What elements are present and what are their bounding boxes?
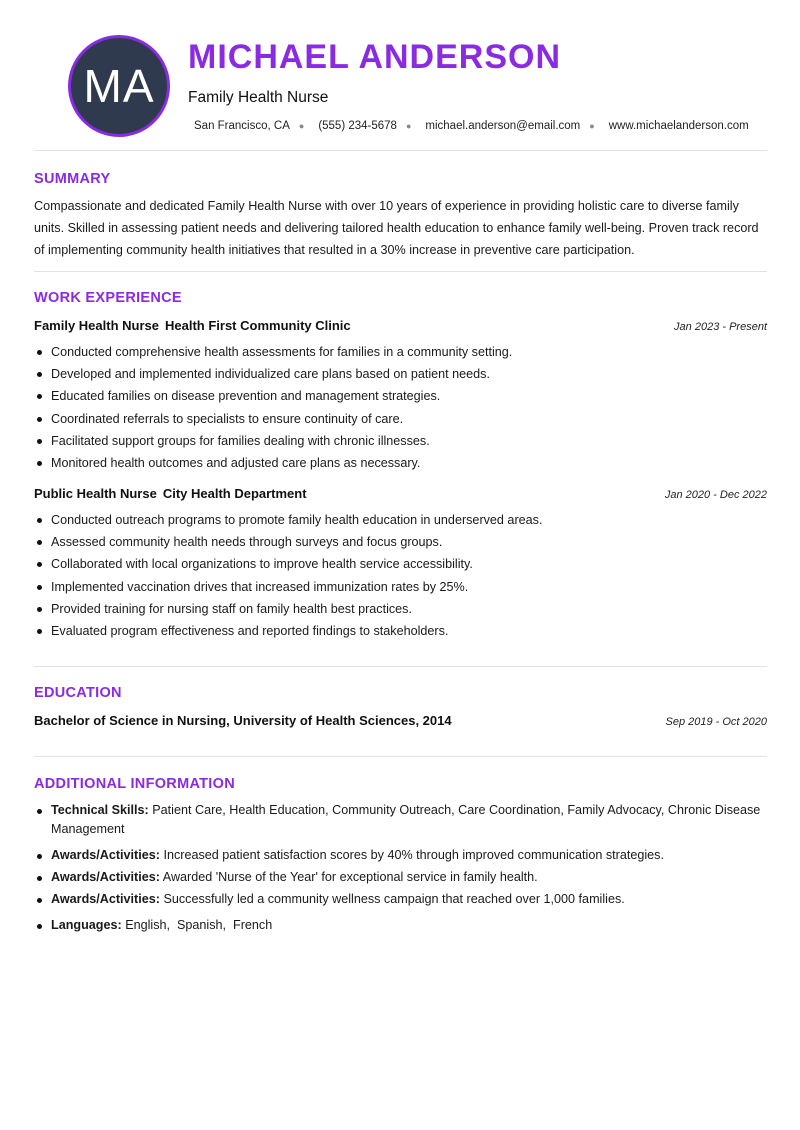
summary-heading: SUMMARY <box>34 171 111 187</box>
list-item <box>34 916 769 935</box>
list-item <box>34 868 769 887</box>
education-dates: Sep 2019 - Oct 2020 <box>665 716 767 728</box>
summary-text: Compassionate and dedicated Family Health Nurse with over 10 years of experience in providing holistic care to diverse family units. Skilled in assessing patient needs and delivering tailored health education to enhance family well-being. Proven track record of implementing community health initiatives that resulted in a 30% increase in preventive care participation. <box>34 199 759 257</box>
education-heading: EDUCATION <box>34 685 122 701</box>
list-item: Conducted outreach programs to promote family health education in underserved areas. <box>34 509 769 531</box>
item-label: Awards/Activities: <box>51 870 160 884</box>
job-position: Public Health Nurse <box>34 486 157 501</box>
contact-website[interactable]: www.michaelanderson.com <box>608 120 749 132</box>
item-text: Increased patient satisfaction scores by 40% through improved communication strategies. <box>163 848 664 862</box>
contact-email[interactable]: michael.anderson@email.com <box>425 120 581 132</box>
list-item: Collaborated with local organizations to improve health service accessibility. <box>34 553 769 575</box>
list-item <box>34 890 769 909</box>
list-item <box>34 846 769 865</box>
divider <box>34 666 767 667</box>
candidate-role: Family Health Nurse <box>188 89 329 106</box>
resume-header <box>34 0 767 150</box>
item-label: Awards/Activities: <box>51 892 160 906</box>
bullet-separator-icon: ● <box>298 121 305 131</box>
education-degree: Bachelor of Science in Nursing, University of Health Sciences, 2014 <box>34 713 452 728</box>
contact-location: San Francisco, CA <box>194 120 290 132</box>
job-dates: Jan 2023 - Present <box>674 321 767 333</box>
additional-heading: ADDITIONAL INFORMATION <box>34 776 235 792</box>
bullet-separator-icon: ● <box>405 121 412 131</box>
job-dates: Jan 2020 - Dec 2022 <box>664 489 767 501</box>
job-header <box>34 318 767 333</box>
avatar-initials: MA <box>83 60 155 112</box>
list-item: Coordinated referrals to specialists to ensure continuity of care. <box>34 408 769 430</box>
job-title <box>34 486 307 501</box>
experience-heading: WORK EXPERIENCE <box>34 290 182 306</box>
item-text: Awarded 'Nurse of the Year' for exceptional service in family health. <box>162 870 538 884</box>
job-position: Family Health Nurse <box>34 318 159 333</box>
item-text: English, Spanish, French <box>125 918 273 932</box>
list-item <box>34 801 769 839</box>
list-item: Developed and implemented individualized care plans based on patient needs. <box>34 363 769 385</box>
list-item: Evaluated program effectiveness and reported findings to stakeholders. <box>34 620 769 642</box>
divider <box>34 271 767 272</box>
list-item: Facilitated support groups for families dealing with chronic illnesses. <box>34 430 769 452</box>
avatar <box>68 35 170 137</box>
job-organization: Health First Community Clinic <box>165 318 351 333</box>
item-text: Successfully led a community wellness campaign that reached over 1,000 families. <box>163 892 625 906</box>
item-label: Technical Skills: <box>51 803 149 817</box>
list-item: Provided training for nursing staff on family health best practices. <box>34 598 769 620</box>
item-label: Awards/Activities: <box>51 848 160 862</box>
item-label: Languages: <box>51 918 122 932</box>
education-entry <box>34 713 767 728</box>
item-text: Patient Care, Health Education, Community Outreach, Care Coordination, Family Advocacy, Chronic Disease Management <box>51 803 761 836</box>
contact-info <box>194 120 749 132</box>
list-item: Conducted comprehensive health assessments for families in a community setting. <box>34 341 769 363</box>
job-header <box>34 486 767 501</box>
divider <box>34 150 767 151</box>
contact-phone: (555) 234-5678 <box>318 120 397 132</box>
list-item: Implemented vaccination drives that increased immunization rates by 25%. <box>34 576 769 598</box>
job-organization: City Health Department <box>162 486 307 501</box>
bullet-separator-icon: ● <box>589 121 595 131</box>
list-item: Monitored health outcomes and adjusted care plans as necessary. <box>34 452 769 474</box>
additional-list <box>34 801 769 942</box>
list-item: Educated families on disease prevention and management strategies. <box>34 385 769 407</box>
divider <box>34 756 767 757</box>
job-bullets <box>34 509 769 642</box>
job-title <box>34 318 351 333</box>
list-item: Assessed community health needs through surveys and focus groups. <box>34 531 769 553</box>
candidate-name: MICHAEL ANDERSON <box>188 38 562 76</box>
job-bullets <box>34 341 769 474</box>
